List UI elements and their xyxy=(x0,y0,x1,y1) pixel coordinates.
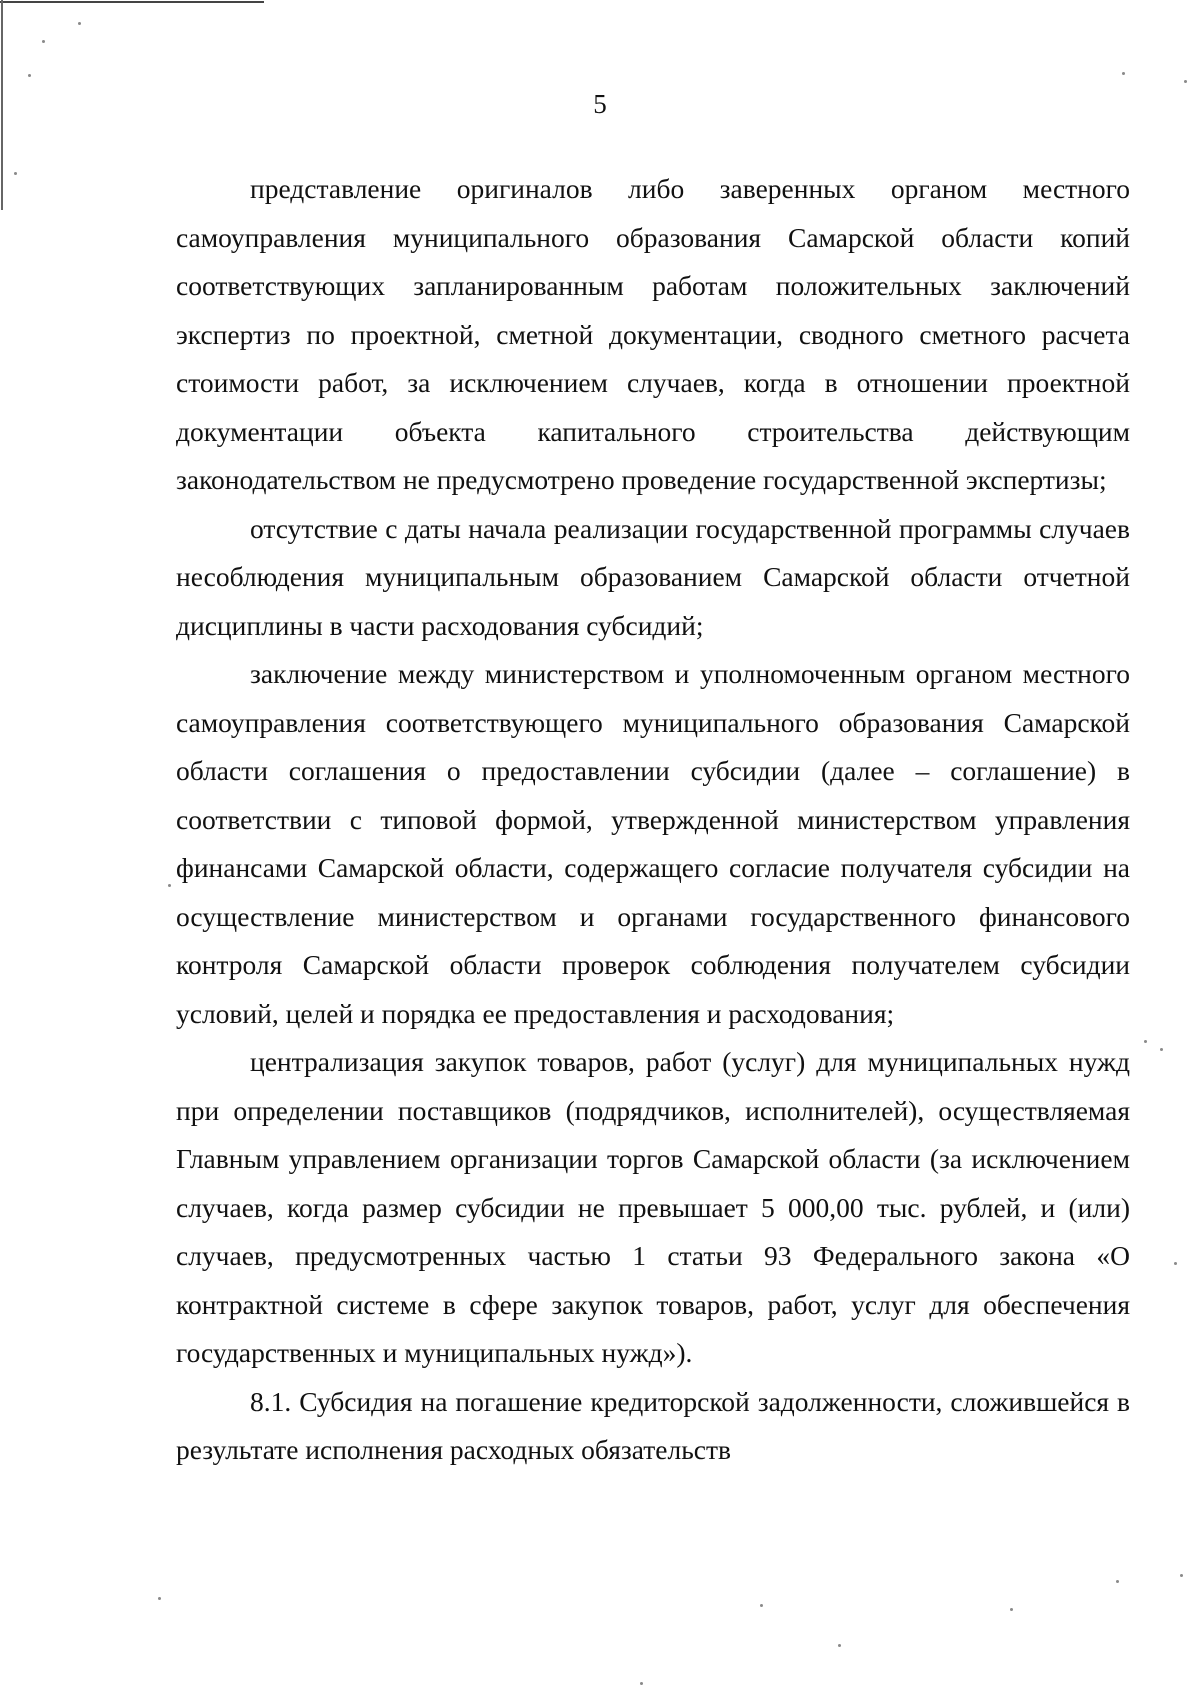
scan-speck xyxy=(760,1604,763,1607)
scan-speck xyxy=(28,74,31,77)
scan-speck xyxy=(640,1682,643,1685)
paragraph-subsidy-agreement: заключение между министерством и уполномоченным органом местного самоуправления соответствующего муниципального образования Самарской области соглашения о предоставлении субсидии (далее – соглашение) в соответствии с типовой формой, утвержденной министерством управления финансами Самарской области, содержащего согласие получателя субсидии на осуществление министерством и органами государственного финансового контроля Самарской области проверок соблюдения получателем субсидии условий, целей и порядка ее предоставления и расходования; xyxy=(176,658,1130,1029)
scan-speck xyxy=(1184,80,1187,83)
scan-edge-top-rule xyxy=(0,1,264,3)
document-body xyxy=(176,165,1130,1475)
scan-speck xyxy=(14,172,17,175)
scan-speck xyxy=(42,40,45,43)
scan-speck xyxy=(1174,1262,1177,1265)
scan-speck xyxy=(1116,1580,1119,1583)
scan-speck xyxy=(158,1597,161,1600)
scan-speck xyxy=(168,884,171,887)
scan-speck xyxy=(1144,1040,1147,1043)
scan-speck xyxy=(1180,1574,1183,1577)
scan-speck xyxy=(1010,1608,1013,1611)
scan-speck xyxy=(1160,1048,1163,1051)
scan-speck xyxy=(838,1644,841,1647)
paragraph-procurement-centralization: централизация закупок товаров, работ (услуг) для муниципальных нужд при определении поставщиков (подрядчиков, исполнителей), осуществляемая Главным управлением организации торгов Самарской области (за исключением случаев, когда размер субсидии не превышает 5 000,00 тыс. рублей, и (или) случаев, предусмотренных частью 1 статьи 93 Федерального закона «О контрактной системе в сфере закупок товаров, работ, услуг для обеспечения государственных и муниципальных нужд»). xyxy=(176,1046,1130,1368)
page-number: 5 xyxy=(593,89,607,119)
paragraph-clause-8-1: 8.1. Субсидия на погашение кредиторской задолженности, сложившейся в результате исполнения расходных обязательств xyxy=(176,1385,1130,1465)
paragraph-originals-expertise: представление оригиналов либо заверенных органом местного самоуправления муниципального образования Самарской области копий соответствующих запланированным работам положительных заключений экспертиз по проектной, сметной документации, сводного сметного расчета стоимости работ, за исключением случаев, когда в отношении проектной документации объекта капитального строительства действующим законодательством не предусмотрено проведение государственной экспертизы; xyxy=(176,173,1130,495)
scan-speck xyxy=(78,22,81,25)
paragraph-reporting-discipline: отсутствие с даты начала реализации государственной программы случаев несоблюдения муниципальным образованием Самарской области отчетной дисциплины в части расходования субсидий; xyxy=(176,512,1130,641)
scan-speck xyxy=(1122,72,1125,75)
